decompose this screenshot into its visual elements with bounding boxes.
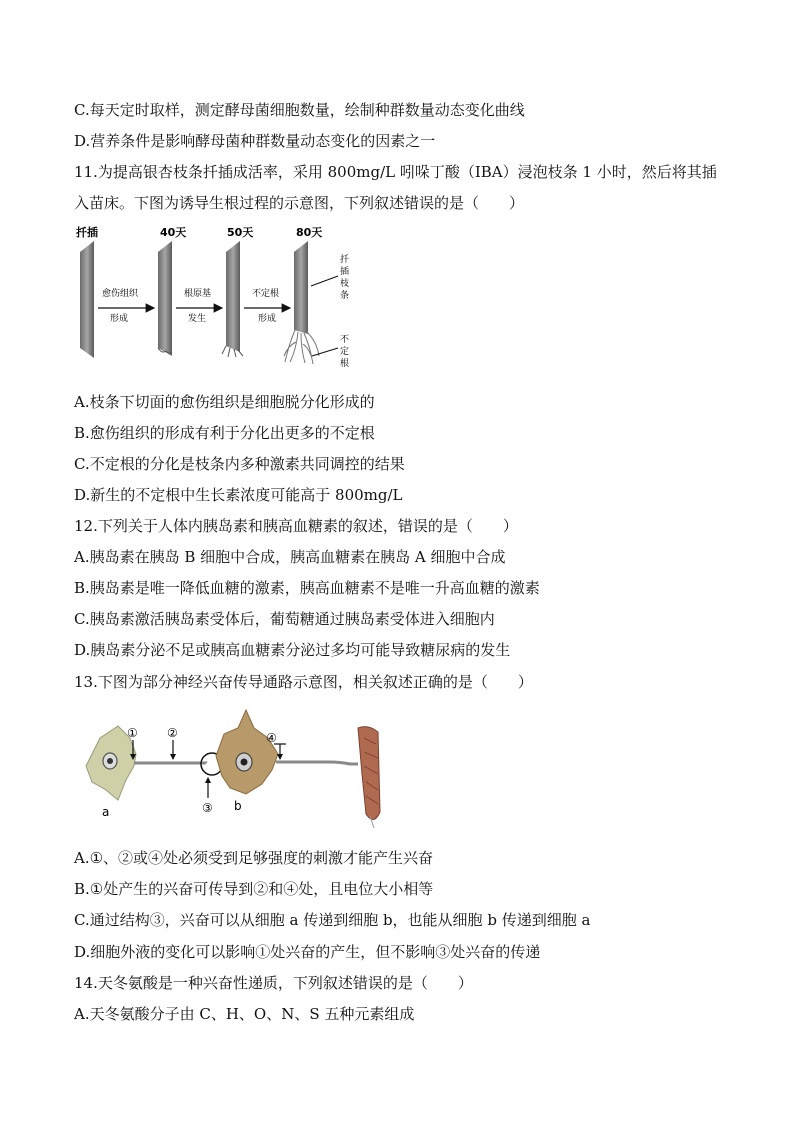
option-d-q11: D.新生的不定根中生长素浓度可能高于 800mg/L xyxy=(74,486,403,504)
stem-day0 xyxy=(80,241,94,358)
side-label-roots-3: 根 xyxy=(340,359,350,369)
option-a-q14: A.天冬氨酸分子由 C、H、O、N、S 五种元素组成 xyxy=(74,1005,415,1023)
arrow1-label-line2: 形成 xyxy=(110,314,129,324)
mark-2: ② xyxy=(167,726,178,740)
arrow2-label-line2: 发生 xyxy=(188,314,207,324)
stage-label-cutting: 扦插 xyxy=(76,226,98,239)
option-b-q13: B.①处产生的兴奋可传导到②和④处，且电位大小相等 xyxy=(74,880,434,898)
arrow2-label-line1: 根原基 xyxy=(184,289,212,299)
stem-day40 xyxy=(158,241,172,356)
option-b-q12: B.胰岛素是唯一降低血糖的激素，胰高血糖素不是唯一升高血糖的激素 xyxy=(74,579,540,597)
option-a-q11: A.枝条下切面的愈伤组织是细胞脱分化形成的 xyxy=(74,393,375,411)
side-label-roots-2: 定 xyxy=(340,347,350,357)
option-a-q13: A.①、②或④处必须受到足够强度的刺激才能产生兴奋 xyxy=(74,849,434,867)
side-label-roots-1: 不 xyxy=(340,335,350,345)
neuron-b-body xyxy=(216,710,278,794)
option-d-q10: D.营养条件是影响酵母菌种群数量动态变化的因素之一 xyxy=(74,132,436,150)
side-label-cutting-3: 枝 xyxy=(340,279,350,289)
question-11-line2: 入苗床。下图为诱导生根过程的示意图，下列叙述错误的是（ ） xyxy=(74,194,525,212)
cell-a-label: a xyxy=(102,805,110,819)
neural-pathway-figure xyxy=(78,704,398,832)
side-label-cutting-1: 扦 xyxy=(340,255,350,265)
question-11-line1: 11.为提高银杏枝条扦插成活率，采用 800mg/L 吲哚丁酸（IBA）浸泡枝条 1 小时，然后将其插 xyxy=(74,163,717,181)
question-13: 13.下图为部分神经兴奋传导通路示意图，相关叙述正确的是（ ） xyxy=(74,673,533,691)
question-14: 14.天冬氨酸是一种兴奋性递质，下列叙述错误的是（ ） xyxy=(74,974,473,992)
cell-b-label: b xyxy=(234,799,242,813)
option-b-q11: B.愈伤组织的形成有利于分化出更多的不定根 xyxy=(74,424,375,442)
question-12: 12.下列关于人体内胰岛素和胰高血糖素的叙述，错误的是（ ） xyxy=(74,517,518,535)
stem-day50 xyxy=(226,241,240,352)
option-d-q12: D.胰岛素分泌不足或胰高血糖素分泌过多均可能导致糖尿病的发生 xyxy=(74,641,511,659)
stage-label-80d: 80天 xyxy=(296,226,323,239)
stage-label-50d: 50天 xyxy=(227,226,254,239)
stem-day80 xyxy=(294,241,308,334)
option-d-q13: D.细胞外液的变化可以影响①处兴奋的产生，但不影响③处兴奋的传递 xyxy=(74,943,541,961)
side-label-cutting-2: 插 xyxy=(340,267,350,277)
arrow1-label-line1: 愈伤组织 xyxy=(102,289,139,299)
arrow3-label-line2: 形成 xyxy=(258,314,277,324)
option-c-q13: C.通过结构③，兴奋可以从细胞 a 传递到细胞 b，也能从细胞 b 传递到细胞 a xyxy=(74,911,591,929)
option-c-q10: C.每天定时取样，测定酵母菌细胞数量，绘制种群数量动态变化曲线 xyxy=(74,101,525,119)
stage-label-40d: 40天 xyxy=(160,226,187,239)
side-label-cutting-4: 条 xyxy=(340,291,350,301)
axon-b xyxy=(276,762,358,764)
adventitious-roots xyxy=(284,330,319,364)
arrow3-label-line1: 不定根 xyxy=(252,289,280,299)
rooting-process-figure xyxy=(74,224,374,376)
mark-4: ④ xyxy=(266,731,277,745)
option-c-q11: C.不定根的分化是枝条内多种激素共同调控的结果 xyxy=(74,455,405,473)
mark-3: ③ xyxy=(202,801,213,815)
mark-1: ① xyxy=(127,726,138,740)
option-a-q12: A.胰岛素在胰岛 B 细胞中合成，胰高血糖素在胰岛 A 细胞中合成 xyxy=(74,548,506,566)
option-c-q12: C.胰岛素激活胰岛素受体后，葡萄糖通过胰岛素受体进入细胞内 xyxy=(74,610,495,628)
